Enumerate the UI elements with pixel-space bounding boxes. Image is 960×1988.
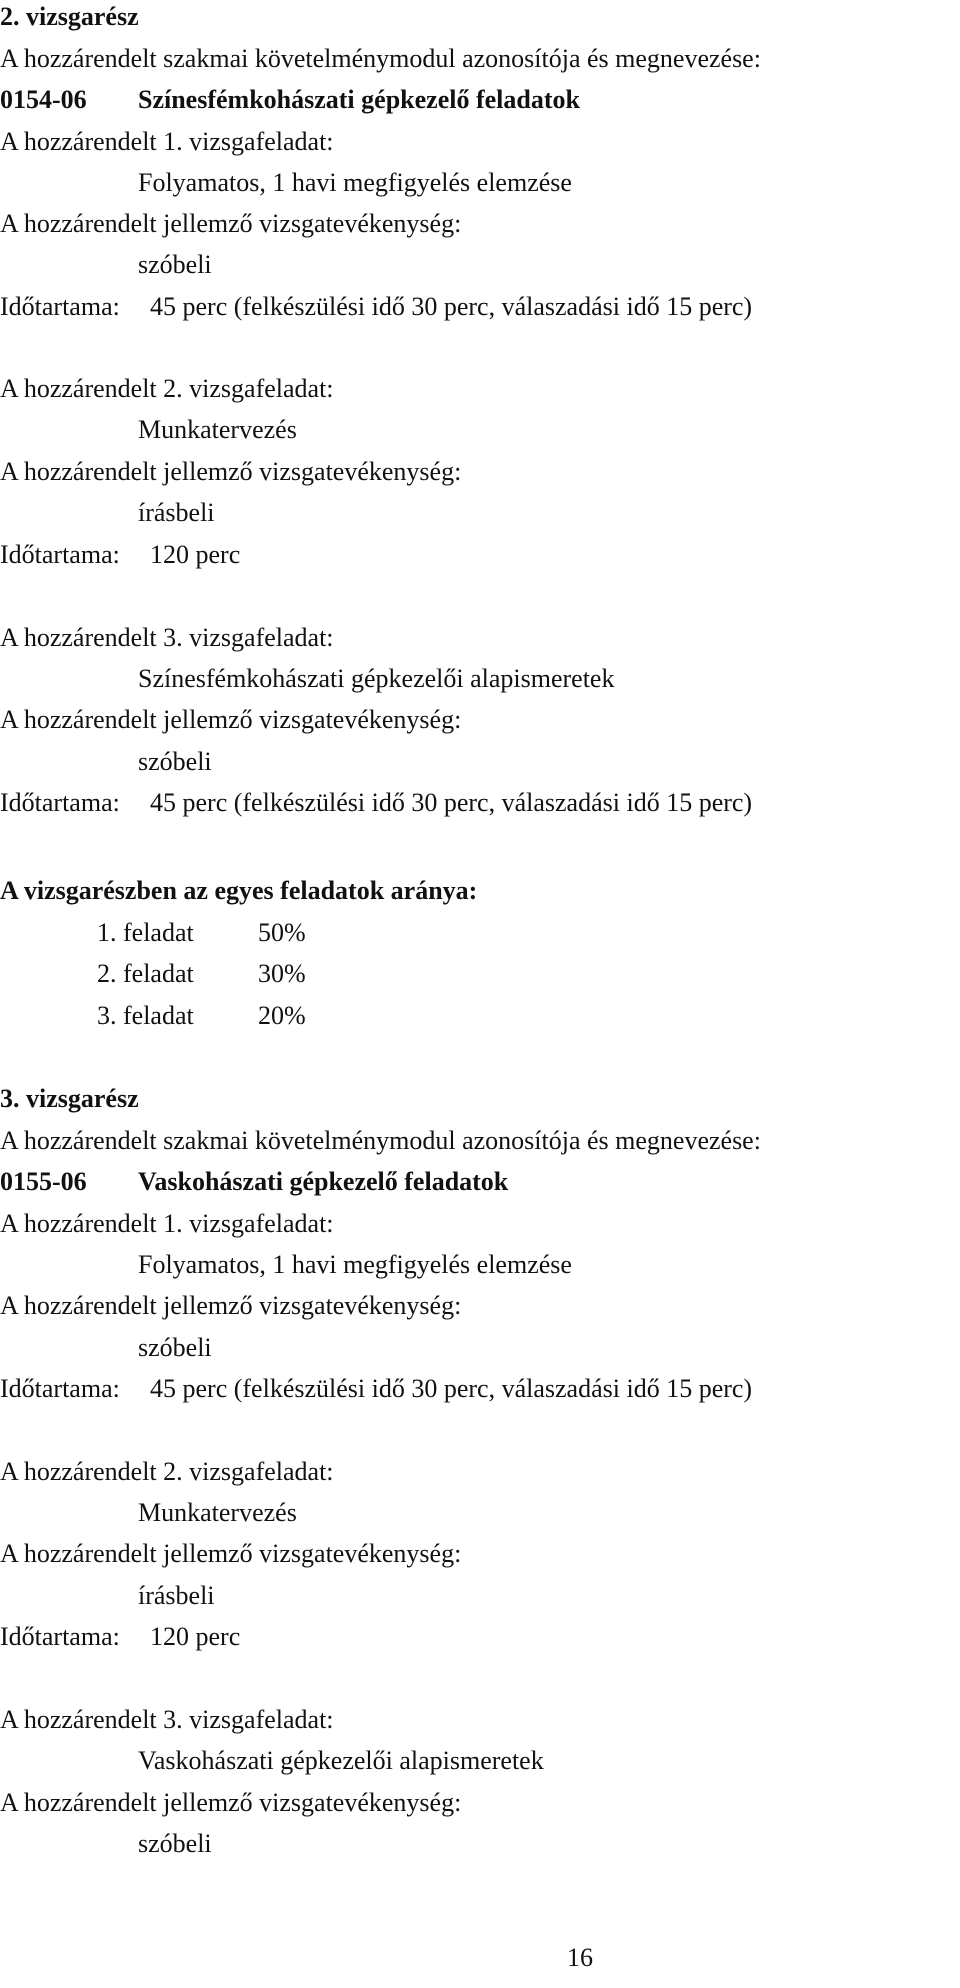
s3-task2-activity: írásbeli	[138, 1581, 215, 1610]
section-3-heading: 3. vizsgarész	[0, 1084, 139, 1113]
duration-value: 45 perc (felkészülési idő 30 perc, válaszadási idő 15 perc)	[150, 1374, 753, 1403]
ratio-heading: A vizsgarészben az egyes feladatok aránya:	[0, 876, 478, 905]
s3-task1-title: Folyamatos, 1 havi megfigyelés elemzése	[138, 1250, 572, 1279]
section-2-module-intro: A hozzárendelt szakmai követelménymodul azonosítója és megnevezése:	[0, 44, 761, 73]
ratio-percent-3: 20%	[258, 1001, 306, 1030]
s2-task1-label: A hozzárendelt 1. vizsgafeladat:	[0, 127, 334, 156]
section-3-module	[0, 1167, 508, 1197]
s2-task3-title: Színesfémkohászati gépkezelői alapismeretek	[138, 664, 615, 693]
s3-task1-label: A hozzárendelt 1. vizsgafeladat:	[0, 1209, 334, 1238]
s3-task1-activity-label: A hozzárendelt jellemző vizsgatevékenység:	[0, 1291, 462, 1320]
s3-task1-activity: szóbeli	[138, 1333, 212, 1362]
page-number: 16	[567, 1943, 593, 1972]
s2-task2-activity-label: A hozzárendelt jellemző vizsgatevékenység:	[0, 457, 462, 486]
s2-task3-activity: szóbeli	[138, 747, 212, 776]
s3-task2-activity-label: A hozzárendelt jellemző vizsgatevékenység:	[0, 1539, 462, 1568]
s3-task1-duration	[0, 1374, 752, 1404]
duration-value: 45 perc (felkészülési idő 30 perc, válaszadási idő 15 perc)	[150, 292, 753, 321]
s2-task1-activity-label: A hozzárendelt jellemző vizsgatevékenység:	[0, 209, 462, 238]
s2-task2-label: A hozzárendelt 2. vizsgafeladat:	[0, 374, 334, 403]
s2-task3-label: A hozzárendelt 3. vizsgafeladat:	[0, 623, 334, 652]
s2-task2-title: Munkatervezés	[138, 415, 297, 444]
duration-label: Időtartama:	[0, 540, 120, 569]
s3-task3-activity-label: A hozzárendelt jellemző vizsgatevékenység:	[0, 1788, 462, 1817]
ratio-task-2: 2. feladat	[97, 959, 194, 988]
duration-value: 120 perc	[150, 540, 241, 569]
s3-task3-activity: szóbeli	[138, 1829, 212, 1858]
section-2-heading: 2. vizsgarész	[0, 2, 139, 31]
s3-task2-title: Munkatervezés	[138, 1498, 297, 1527]
s2-task3-activity-label: A hozzárendelt jellemző vizsgatevékenység:	[0, 705, 462, 734]
section-3-module-name: Vaskohászati gépkezelő feladatok	[138, 1167, 509, 1196]
s2-task2-duration	[0, 540, 240, 570]
section-3-module-intro: A hozzárendelt szakmai követelménymodul azonosítója és megnevezése:	[0, 1126, 761, 1155]
s2-task3-duration	[0, 788, 752, 818]
duration-label: Időtartama:	[0, 788, 120, 817]
duration-label: Időtartama:	[0, 1622, 120, 1651]
s3-task3-label: A hozzárendelt 3. vizsgafeladat:	[0, 1705, 334, 1734]
duration-label: Időtartama:	[0, 292, 120, 321]
ratio-percent-2: 30%	[258, 959, 306, 988]
section-3-module-code: 0155-06	[0, 1167, 87, 1196]
section-2-module-name: Színesfémkohászati gépkezelő feladatok	[138, 85, 580, 114]
duration-value: 120 perc	[150, 1622, 241, 1651]
duration-label: Időtartama:	[0, 1374, 120, 1403]
s2-task1-activity: szóbeli	[138, 250, 212, 279]
s2-task2-activity: írásbeli	[138, 498, 215, 527]
ratio-task-3: 3. feladat	[97, 1001, 194, 1030]
section-2-module-code: 0154-06	[0, 85, 87, 114]
s3-task3-title: Vaskohászati gépkezelői alapismeretek	[138, 1746, 544, 1775]
s3-task2-duration	[0, 1622, 240, 1652]
s3-task2-label: A hozzárendelt 2. vizsgafeladat:	[0, 1457, 334, 1486]
s2-task1-title: Folyamatos, 1 havi megfigyelés elemzése	[138, 168, 572, 197]
section-2-module	[0, 85, 580, 115]
ratio-percent-1: 50%	[258, 918, 306, 947]
ratio-task-1: 1. feladat	[97, 918, 194, 947]
duration-value: 45 perc (felkészülési idő 30 perc, válaszadási idő 15 perc)	[150, 788, 753, 817]
s2-task1-duration	[0, 292, 752, 322]
